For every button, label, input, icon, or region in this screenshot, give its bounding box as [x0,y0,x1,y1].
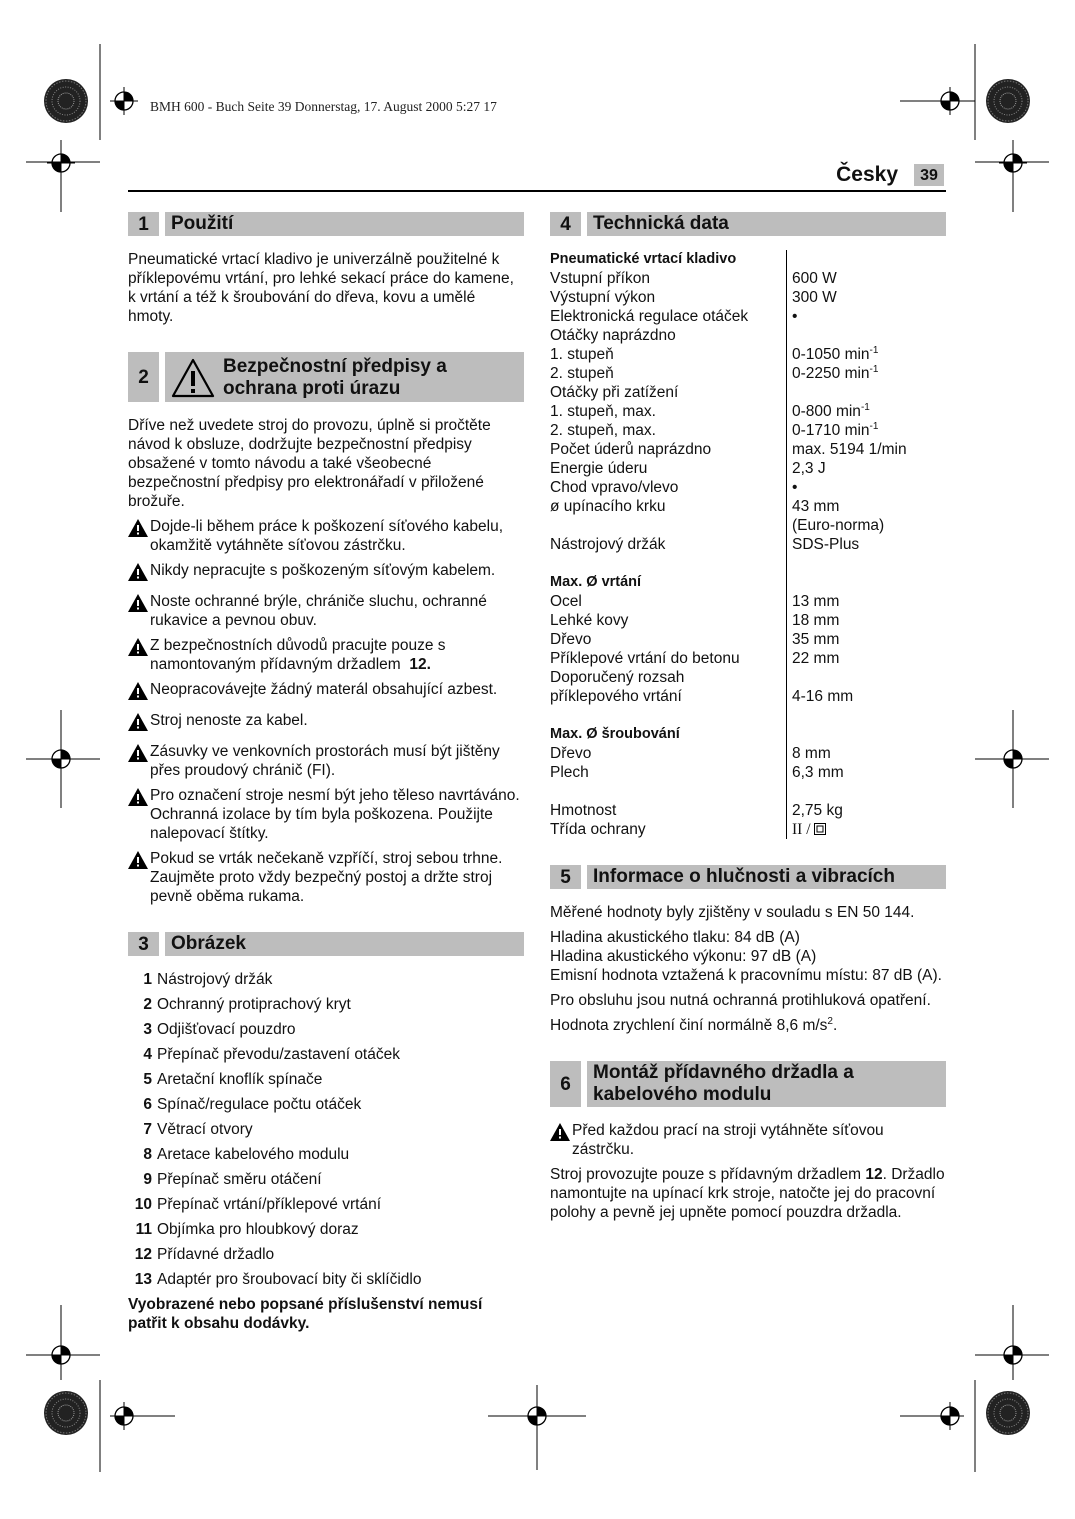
accessory-note: Vyobrazené nebo popsané příslušenství nemusí patřit k obsahu dodávky. [128,1296,483,1332]
section-title-line1: Bezpečnostní předpisy a [223,356,447,377]
warning-text: Z bezpečnostních důvodů pracujte pouze s namontovaným přídavným držadlem 12. [150,637,446,673]
section-number: 3 [128,932,159,956]
warning-text: Před každou prací na stroji vytáhněte síťovou zástrčku. [572,1122,884,1158]
tech-row: Vstupní příkon 600 W [550,270,837,287]
list-item: 1 Nástrojový držák [143,971,273,988]
list-item: 6 Spínač/regulace počtu otáček [143,1096,362,1113]
warning-item [128,786,524,843]
right-column [550,212,946,1228]
section-number: 1 [128,212,159,236]
warning-icon [128,849,148,906]
warning-item [128,742,524,780]
warning-text: Stroj nenoste za kabel. [150,712,308,729]
section-2-intro: Dříve než uvedete stroj do provozu, úplně si pročtěte návod k obsluze, dodržujte bezpečnostní předpisy obsažené v tomto návodu a také všeobecné bezpečnostní předpisy pro elektronářadí v přiložené brožuře. [128,417,491,510]
warning-item [128,680,524,705]
warning-icon [128,742,148,780]
tech-row: příklepového vrtání 4-16 mm [550,688,854,705]
warning-item [128,592,524,630]
tech-row: Energie úderu 2,3 J [550,460,826,477]
section-number: 5 [550,865,581,889]
hearing-protection-text: Pro obsluhu jsou nutná ochranná protihluková opatření. [550,992,931,1009]
section-1-header [128,212,524,236]
section-title: Montáž přídavného držadla a kabelového modulu [587,1061,946,1107]
list-item: 9 Přepínač směru otáčení [143,1171,322,1188]
warning-icon [128,680,148,705]
tech-row: Dřevo 35 mm [550,631,840,648]
section-number: 4 [550,212,581,236]
tech-group-heading: Max. Ø vrtání [550,574,642,590]
section-number: 2 [128,352,159,402]
section-2-header [128,352,524,402]
vibration-text: Hodnota zrychlení činí normálně 8,6 $m/s^2$. [550,1015,838,1034]
warning-item [550,1121,946,1159]
section-title [165,352,524,402]
warning-text: Nikdy nepracujte s poškozeným síťovým kabelem. [150,562,496,579]
figure-legend-list [128,970,524,1295]
warning-item [128,849,524,906]
warning-text: Neopracovávejte žádný materál obsahující azbest. [150,681,498,698]
warning-triangle-icon [171,358,215,398]
section-4-header [550,212,946,236]
section-title: Obrázek [165,932,524,956]
section-1-text: Pneumatické vrtací kladivo je univerzálně použitelné k příklepovému vrtání, pro lehké sekací práce do kamene, k vrtání a též k šroubování do dřeva, kovu a umělé hmoty. [128,251,514,325]
warning-item [128,636,524,674]
tech-row: ø upínacího krku 43 mm [550,498,840,515]
protection-class-ii-icon [814,821,826,838]
warning-icon [128,711,148,736]
tech-row: Dřevo 8 mm [550,745,831,762]
tech-row: Počet úderů naprázdno max. 5194 1/min [550,441,907,458]
tech-row: 2. stupeň, max. 0-1710 $\min^{-1}$ [550,420,879,439]
handle-mounting-text: Stroj provozujte pouze s přídavným držadlem 12. Držadlo namontujte na upínací krk stroje, natočte jej do pracovní polohy a pevně jej upněte pomocí pouzdra držadla. [550,1166,945,1221]
tech-row: Nástrojový držák SDS-Plus [550,536,860,553]
language-title: Česky [836,163,898,186]
tech-row: 1. stupeň, max. 0-800 $\min^{-1}$ [550,401,870,420]
tech-row: 2. stupeň 0-2250 $\min^{-1}$ [550,363,879,382]
tech-row: Doporučený rozsah [550,669,685,686]
list-item: 3 Odjišťovací pouzdro [143,1021,296,1038]
tech-row: Hmotnost 2,75 kg [550,802,843,819]
section-title: Informace o hlučnosti a vibracích [587,865,946,889]
tech-row: Elektronická regulace otáček • [550,308,798,325]
list-item: 5 Aretační knoflík spínače [143,1071,323,1088]
warning-item [128,561,524,586]
tech-row: Otáčky naprázdno [550,327,676,344]
warning-icon [128,561,148,586]
noise-levels: Hladina akustického tlaku: 84 dB (A) Hladina akustického výkonu: 97 dB (A) Emisní hodnota vztažená k pracovnímu místu: 87 dB (A). [550,929,942,984]
left-column [128,212,524,1339]
tech-row: Příklepové vrtání do betonu 22 mm [550,650,840,667]
list-item: 7 Větrací otvory [143,1121,253,1138]
tech-group-heading: Max. Ø šroubování [550,726,680,742]
tech-row: Ocel 13 mm [550,593,840,610]
technical-data-table [550,250,946,839]
section-title-line2: ochrana proti úrazu [223,378,401,399]
tech-group-heading: Pneumatické vrtací kladivo [550,251,737,267]
section-title: Použití [165,212,524,236]
warning-item [128,517,524,555]
list-item: 8 Aretace kabelového modulu [143,1146,350,1163]
warning-text: Zásuvky ve venkovních prostorách musí být jištěny přes proudový chránič (FI). [150,743,500,779]
list-item: 13 Adaptér pro šroubovací bity či sklíčidlo [134,1271,422,1288]
warning-icon [550,1121,570,1159]
list-item: 2 Ochranný protiprachový kryt [143,996,351,1013]
list-item: 10 Přepínač vrtání/příklepové vrtání [134,1196,382,1213]
tech-row: Lehké kovy 18 mm [550,612,840,629]
warning-icon [128,636,148,674]
tech-row: Plech 6,3 mm [550,764,844,781]
section-5-header [550,865,946,889]
print-slug: BMH 600 - Buch Seite 39 Donnerstag, 17. August 2000 5:27 17 [150,99,497,114]
warning-text: Pro označení stroje nesmí být jeho těleso navrtáváno. Ochranná izolace by tím byla poškozena. Použijte nalepovací štítky. [150,787,520,842]
noise-standard-text: Měřené hodnoty byly zjištěny v souladu s EN 50 144. [550,904,915,921]
list-item: 11 Objímka pro hloubkový doraz [135,1221,359,1238]
page-header [128,160,946,192]
list-item: 12 Přídavné držadlo [134,1246,275,1263]
warning-text: Pokud se vrták nečekaně vzpříčí, stroj sebou trhne. Zaujměte proto vždy bezpečný postoj a držte stroj pevně oběma rukama. [150,850,503,905]
tech-row: Výstupní výkon 300 W [550,289,837,306]
warning-icon [128,517,148,555]
tech-row: Chod vpravo/vlevo • [550,479,798,496]
warning-text: Noste ochranné brýle, chrániče sluchu, ochranné rukavice a pevnou obuv. [150,593,487,629]
tech-row: 1. stupeň 0-1050 $\min^{-1}$ [550,344,879,363]
section-6-header [550,1061,946,1107]
list-item: 4 Přepínač převodu/zastavení otáček [143,1046,400,1063]
warning-ref: 12. [409,656,431,673]
page-number: 39 [914,164,944,186]
warning-text: Dojde-li během práce k poškození síťového kabelu, okamžitě vytáhněte síťovou zástrčku. [150,518,504,554]
tech-row: Otáčky při zatížení [550,384,679,401]
warning-icon [128,592,148,630]
section-title: Technická data [587,212,946,236]
section-3-header [128,932,524,956]
tech-row: Třída ochrany II / [550,820,946,839]
warning-item [128,711,524,736]
warning-icon [128,786,148,843]
tech-row: (Euro-norma) [792,517,885,534]
section-number: 6 [550,1061,581,1107]
